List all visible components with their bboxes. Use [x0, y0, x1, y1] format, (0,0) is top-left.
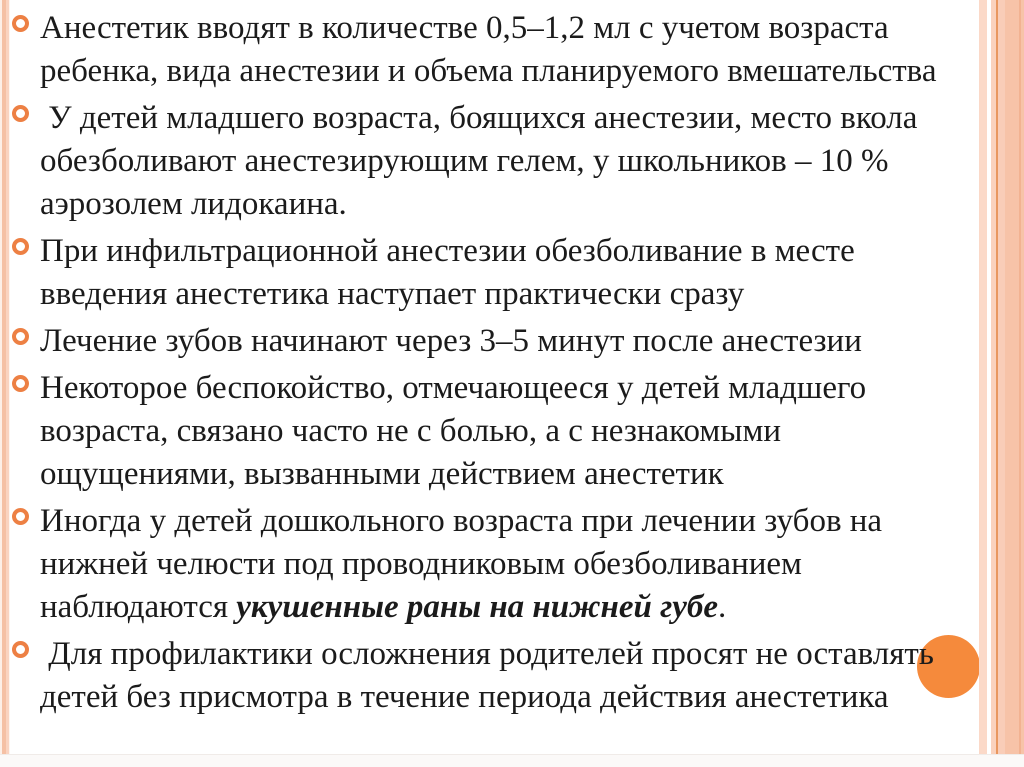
bullet-item	[0, 320, 945, 363]
bullet-text-segment: Лечение зубов начинают через 3–5 минут после анестезии	[40, 323, 862, 359]
bullet-circle-icon	[12, 328, 29, 345]
bullet-circle-icon	[12, 238, 29, 255]
bullet-circle-icon	[12, 15, 29, 32]
bullet-text-segment: Некоторое беспокойство, отмечающееся у детей младшего возраста, связано часто не с болью, а с незнакомыми ощущениями, вызванными действием анестетик	[40, 370, 875, 492]
bullet-text-segment: .	[718, 589, 727, 625]
bullet-item	[0, 500, 945, 629]
bullet-item	[0, 633, 945, 719]
bullet-text-segment: Для профилактики осложнения родителей просят не оставлять детей без присмотра в течение периода действия анестетика	[40, 636, 943, 715]
bullet-circle-icon	[12, 508, 29, 525]
bullet-text-segment: При инфильтрационной анестезии обезболивание в месте введения анестетика наступает практически сразу	[40, 233, 863, 312]
right-stripe-border	[979, 0, 1024, 754]
bullet-text-segment: Анестетик вводят в количестве 0,5–1,2 мл с учетом возраста ребенка, вида анестезии и объема планируемого вмешательства	[40, 10, 937, 89]
bullet-circle-icon	[12, 375, 29, 392]
bullet-item	[0, 367, 945, 496]
left-stripe-border	[0, 0, 10, 754]
bullet-circle-icon	[12, 105, 29, 122]
bullet-text-segment: У детей младшего возраста, боящихся анестезии, место вкола обезболивают анестезирующим гелем, у школьников – 10 % аэрозолем лидокаина.	[40, 100, 926, 222]
bullet-text-segment: укушенные раны на нижней губе	[236, 589, 719, 625]
bullet-item	[0, 230, 945, 316]
slide-bottom-edge	[0, 754, 1024, 767]
bullet-text-segment: Иногда у детей дошкольного возраста при лечении зубов на нижней челюсти под проводниковым обезболиванием наблюдаются	[40, 503, 891, 625]
bullet-item	[0, 7, 945, 93]
bullet-list	[0, 7, 950, 723]
bullet-circle-icon	[12, 641, 29, 658]
bullet-item	[0, 97, 945, 226]
